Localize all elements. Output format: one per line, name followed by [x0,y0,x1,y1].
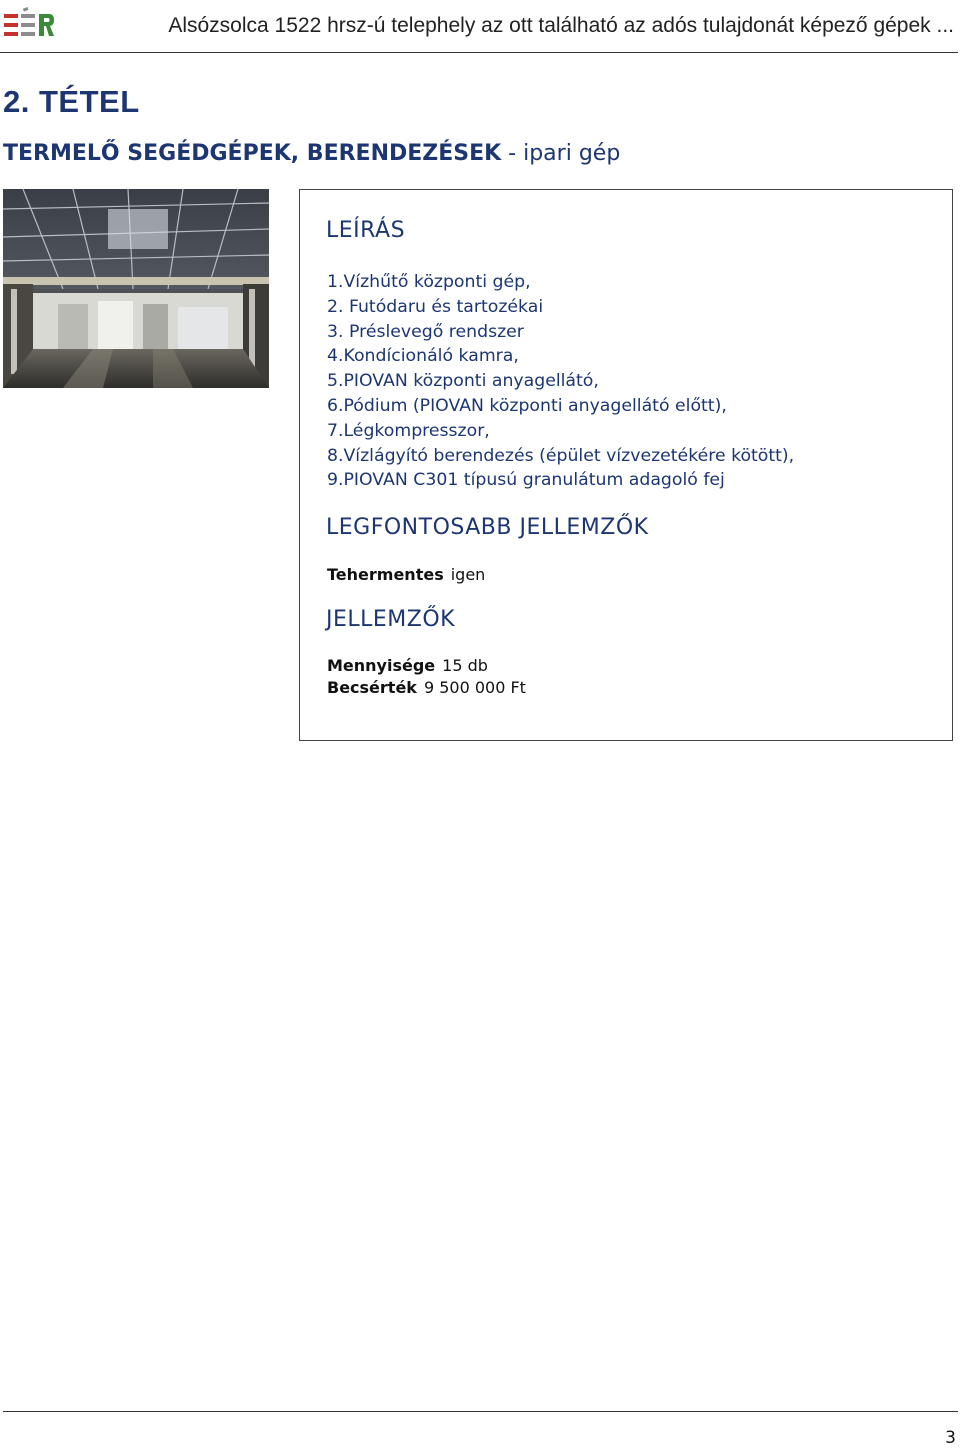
description-item: 1.Vízhűtő központi gép, [327,272,531,292]
warehouse-photo [3,189,269,388]
features-heading: JELLEMZŐK [326,607,456,632]
quantity-value: 15 db [442,656,488,675]
estimate-label: Becsérték [327,678,417,697]
description-item: 7.Légkompresszor, [327,420,490,441]
estimate-value: 9 500 000 Ft [423,678,526,697]
description-item: 9.PIOVAN C301 típusú granulátum adagoló fej [327,470,725,491]
encumbrance-row [327,565,485,584]
page-header [0,0,958,53]
eer-logo [4,6,56,42]
description-heading: LEÍRÁS [326,218,406,243]
description-item: 5.PIOVAN központi anyagellátó, [327,371,599,392]
document-title: Alsózsolca 1522 hrsz-ú telephely az ott található az adós tulajdonát képező gépek ... [168,14,954,37]
footer-divider [3,1411,958,1412]
lot-category [3,141,620,166]
page-number: 3 [945,1428,956,1448]
quantity-label: Mennyisége [327,656,436,675]
description-list [327,270,794,493]
quantity-row [327,656,488,675]
key-features-heading: LEGFONTOSABB JELLEMZŐK [326,515,649,540]
lot-title: 2. TÉTEL [3,84,140,119]
lot-details-card [299,189,953,741]
description-item: 8.Vízlágyító berendezés (épület vízvezetékére kötött), [327,445,795,466]
description-item: 2. Futódaru és tartozékai [327,296,544,317]
description-item: 6.Pódium (PIOVAN központi anyagellátó előtt), [327,395,727,416]
description-item: 4.Kondícionáló kamra, [327,346,519,367]
encumbrance-value: igen [450,565,486,584]
description-item: 3. Préslevegő rendszer [327,321,524,342]
category-main: TERMELŐ SEGÉDGÉPEK, BERENDEZÉSEK [3,141,502,166]
encumbrance-label: Tehermentes [327,565,444,584]
estimate-row [327,678,526,697]
category-sub: - ipari gép [508,141,621,166]
